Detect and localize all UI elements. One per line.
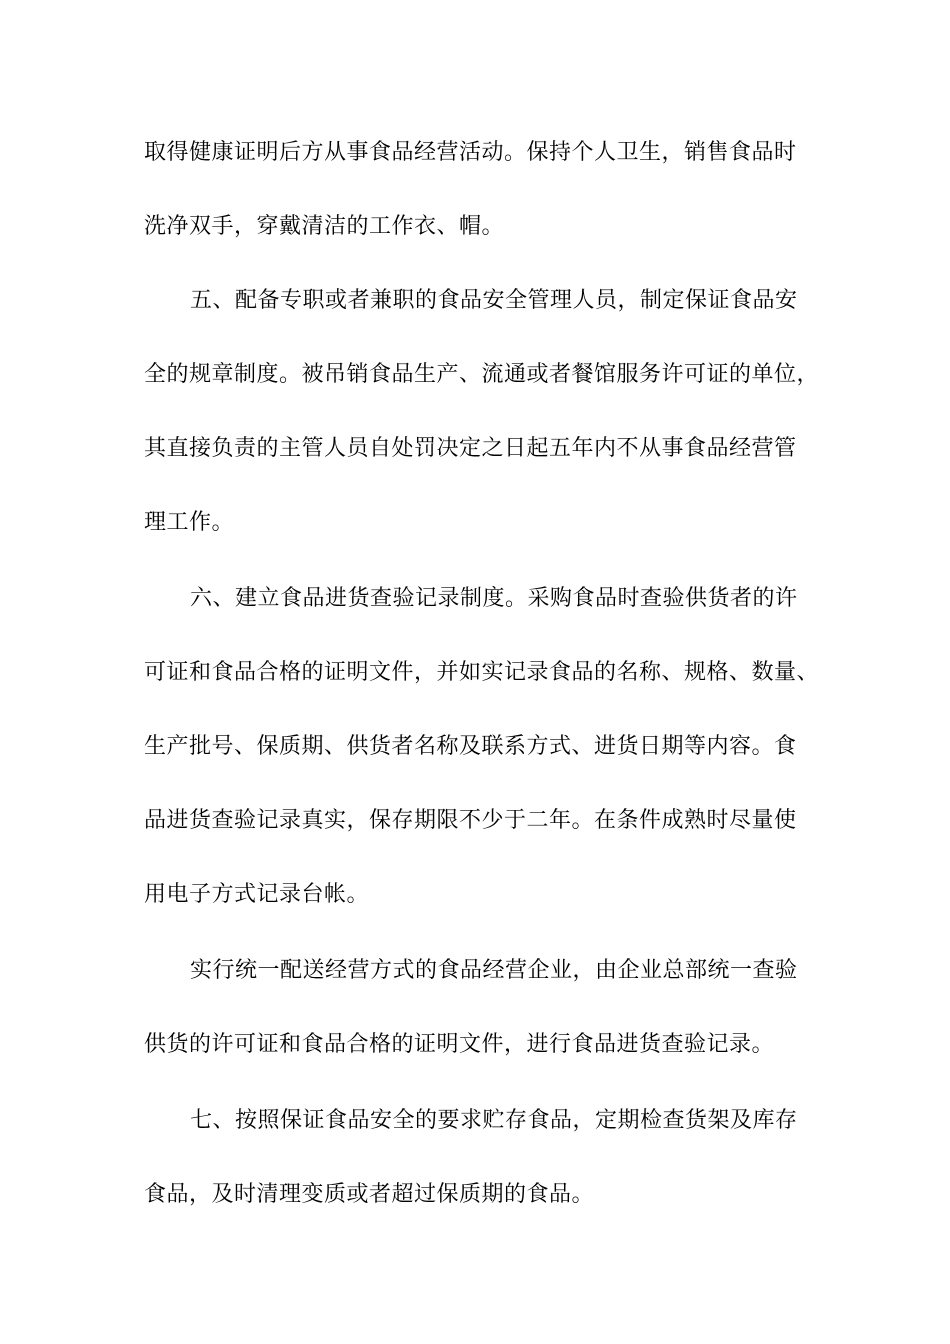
paragraph-start-line: 五、配备专职或者兼职的食品安全管理人员，制定保证食品安 [190, 288, 798, 313]
text-line: 取得健康证明后方从事食品经营活动。保持个人卫生，销售食品时 [144, 140, 797, 165]
text-line: 洗净双手，穿戴清洁的工作衣、帽。 [144, 214, 505, 239]
text-line: 其直接负责的主管人员自处罚决定之日起五年内不从事食品经营管 [144, 436, 797, 461]
text-line: 品进货查验记录真实，保存期限不少于二年。在条件成熟时尽量使 [144, 808, 797, 833]
text-line: 全的规章制度。被吊销食品生产、流通或者餐馆服务许可证的单位， [144, 362, 820, 387]
paragraph-start-line: 七、按照保证食品安全的要求贮存食品，定期检查货架及库存 [190, 1108, 798, 1133]
text-line: 供货的许可证和食品合格的证明文件，进行食品进货查验记录。 [144, 1032, 775, 1057]
text-line: 用电子方式记录台帐。 [144, 882, 370, 907]
paragraph-start-line: 实行统一配送经营方式的食品经营企业，由企业总部统一查验 [190, 958, 798, 983]
text-line: 理工作。 [144, 510, 235, 535]
paragraph-start-line: 六、建立食品进货查验记录制度。采购食品时查验供货者的许 [190, 586, 798, 611]
text-line: 食品，及时清理变质或者超过保质期的食品。 [144, 1182, 595, 1207]
text-line: 可证和食品合格的证明文件，并如实记录食品的名称、规格、数量、 [144, 660, 820, 685]
text-line: 生产批号、保质期、供货者名称及联系方式、进货日期等内容。食 [144, 734, 797, 759]
